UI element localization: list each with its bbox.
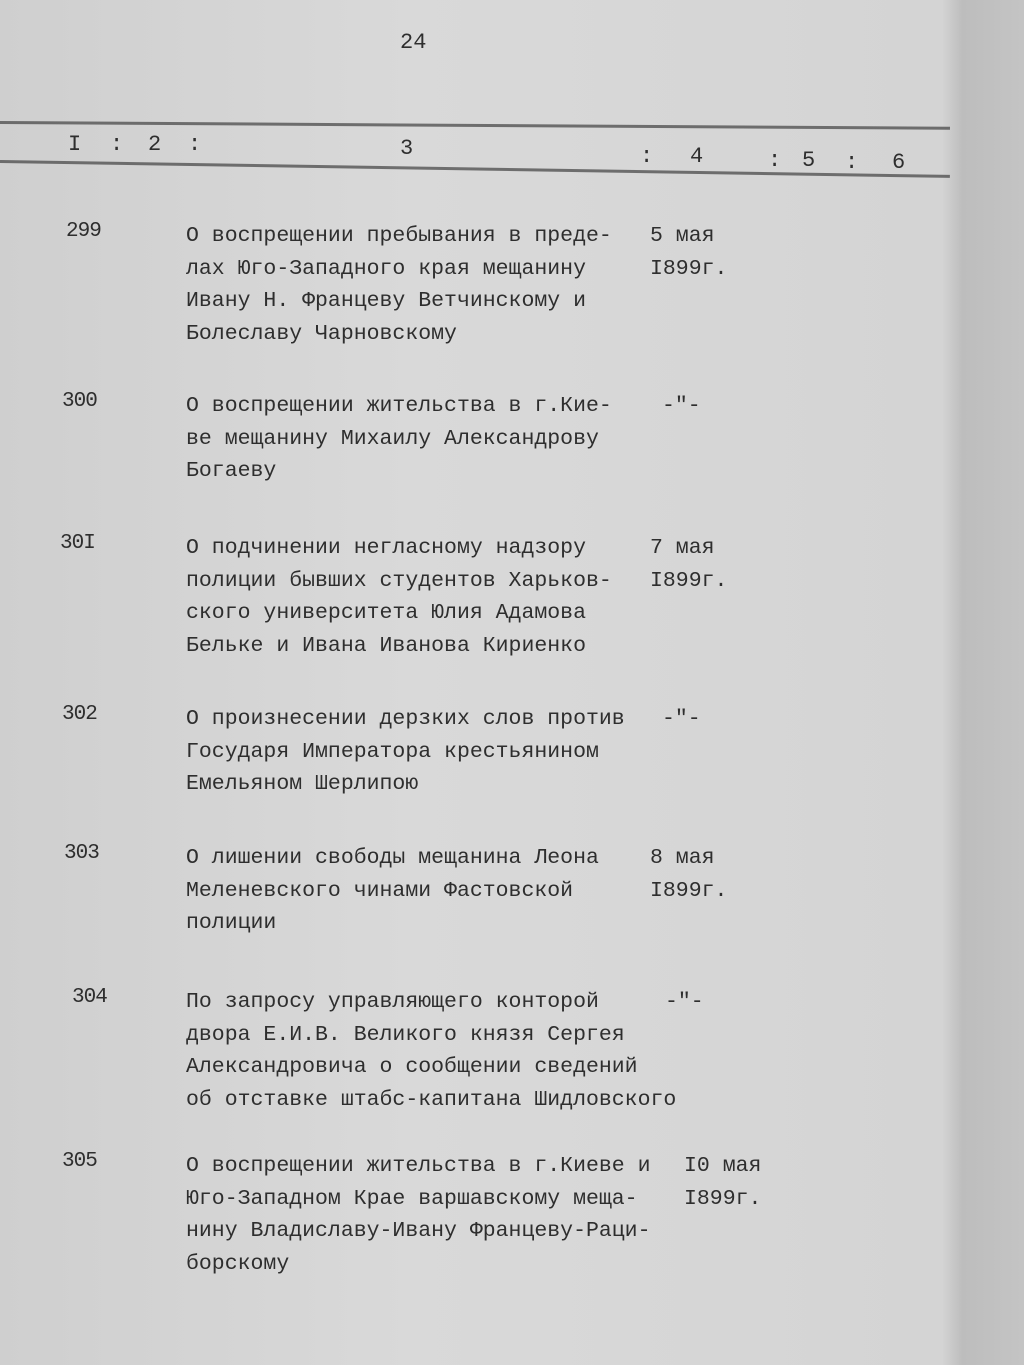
entry-description — [186, 703, 625, 801]
date-line: I0 мая — [684, 1154, 762, 1178]
description-line: О лишении свободы мещанина Леона — [186, 846, 599, 870]
column-header-2: 2 — [148, 132, 162, 157]
description-line: Емельяном Шерлипою — [186, 772, 419, 796]
description-line: Меленевского чинами Фастовской — [186, 878, 574, 903]
description-line: ве мещанину Михаилу Александрову — [186, 426, 599, 451]
date-line: I899г. — [650, 568, 728, 593]
column-separator: : — [188, 132, 202, 157]
date-line: 7 мая — [650, 536, 715, 560]
page-number: 24 — [400, 30, 427, 55]
description-line: Болеславу Чарновскому — [186, 321, 457, 346]
entry-description — [186, 1150, 650, 1280]
column-separator: : — [110, 132, 124, 157]
description-line: О воспрещении жительства в г.Кие- — [186, 394, 612, 418]
entry-description — [186, 532, 612, 662]
date-line: I899г. — [650, 878, 728, 903]
description-line: Бельке и Ивана Иванова Кириенко — [186, 633, 586, 658]
description-line: лах Юго-Западного края мещанину — [186, 256, 586, 281]
entry-date — [684, 1150, 761, 1215]
column-header-4: 4 — [690, 144, 704, 169]
description-line: Александровича о сообщении сведений — [186, 1055, 638, 1079]
entry-number: 304 — [72, 986, 107, 1009]
header-top-rule — [0, 121, 950, 130]
date-line: I899г. — [650, 256, 728, 281]
column-separator: : — [640, 144, 654, 169]
description-line: двора Е.И.В. Великого князя Сергея — [186, 1022, 625, 1047]
description-line: нину Владиславу-Ивану Францеву-Раци- — [186, 1219, 651, 1243]
entry-number: 305 — [62, 1150, 97, 1173]
date-line: 8 мая — [650, 846, 715, 870]
date-line: I899г. — [684, 1186, 762, 1211]
description-line: борскому — [186, 1251, 290, 1276]
date-line: 5 мая — [650, 224, 715, 248]
description-line: О воспрещении жительства в г.Киеве и — [186, 1154, 651, 1178]
description-line: О произнесении дерзких слов против — [186, 707, 625, 731]
entry-number: 300 — [62, 390, 97, 413]
description-line: Ивану Н. Францеву Ветчинскому и — [186, 289, 586, 313]
description-line: ского университета Юлия Адамова — [186, 601, 586, 625]
column-header-3: 3 — [400, 136, 414, 161]
entry-date — [650, 220, 727, 285]
entry-number: 30I — [60, 532, 95, 555]
description-line: об отставке штабс-капитана Шидловского — [186, 1087, 677, 1112]
entry-description — [186, 986, 676, 1116]
description-line: По запросу управляющего конторой — [186, 990, 599, 1014]
entry-date — [650, 532, 727, 597]
description-line: О подчинении негласному надзору — [186, 536, 586, 560]
entry-description — [186, 220, 612, 350]
column-separator: : — [845, 150, 859, 175]
date-line: -"- — [665, 990, 704, 1014]
entry-number: 303 — [64, 842, 99, 865]
entry-description — [186, 842, 599, 940]
entry-date — [650, 842, 727, 907]
column-header-6: 6 — [892, 150, 906, 175]
entry-date — [662, 703, 701, 736]
description-line: Богаеву — [186, 459, 277, 483]
description-line: полиции — [186, 911, 277, 935]
column-separator: : — [768, 148, 782, 173]
entry-date — [665, 986, 704, 1019]
description-line: О воспрещении пребывания в преде- — [186, 224, 612, 248]
date-line: -"- — [662, 394, 701, 418]
column-header-1: I — [68, 132, 82, 157]
entry-number: 299 — [66, 220, 101, 243]
description-line: Юго-Западном Крае варшавскому меща- — [186, 1186, 638, 1211]
date-line: -"- — [662, 707, 701, 731]
description-line: Государя Императора крестьянином — [186, 739, 599, 764]
column-header-5: 5 — [802, 148, 816, 173]
description-line: полиции бывших студентов Харьков- — [186, 568, 612, 593]
entry-number: 302 — [62, 703, 97, 726]
entry-date — [662, 390, 701, 423]
entry-description — [186, 390, 612, 488]
